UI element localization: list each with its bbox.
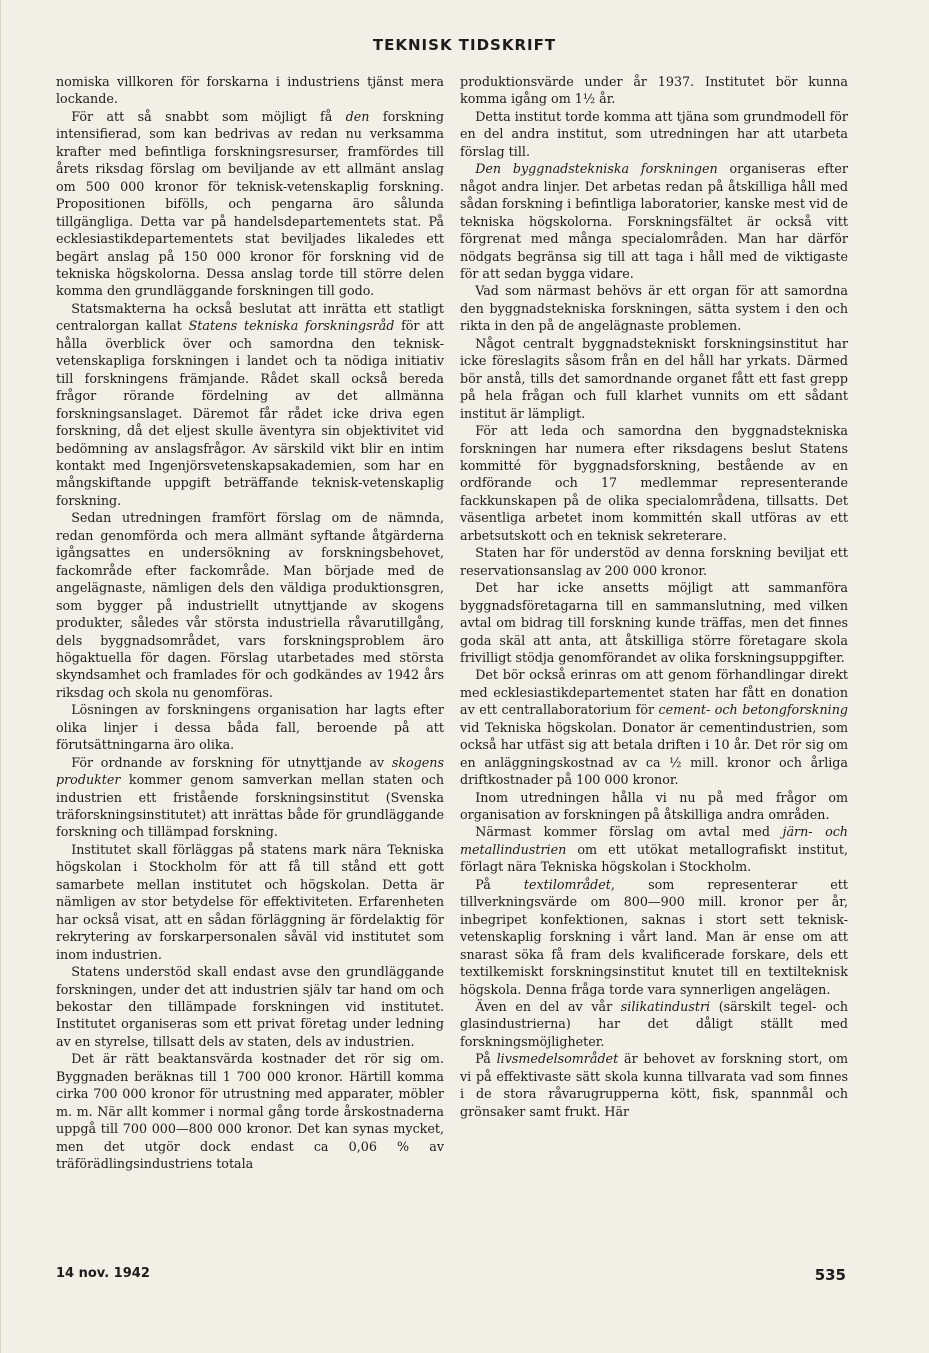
paragraph: Detta institut torde komma att tjäna som grundmodell för en del andra institut, som utredningen har att utarbeta förslag till. (460, 108, 848, 159)
text-run: Även en del av vår (475, 999, 621, 1015)
emphasis: Statens tekniska forskningsråd (188, 318, 395, 334)
paragraph (460, 160, 848, 282)
text-run: vid Tekniska högskolan. Donator är cementindustrien, som också har utfäst sig att betala driften i 10 år. Det rör sig om en anläggningskostnad av ca ½ mill. kronor och årliga driftkostnader på 100 000 kronor. (460, 719, 848, 788)
paragraph: Inom utredningen hålla vi nu på med frågor om organisation av forskningen på åtskilliga andra områden. (460, 789, 848, 823)
paragraph: Vad som närmast behövs är ett organ för att samordna den byggnadstekniska forskningen, sätta system i den och rikta in den på de angelägnaste problemen. (460, 283, 848, 334)
text-run: För ordnande av forskning för utnyttjande av (71, 754, 392, 770)
text-run: forskning intensifierad, som kan bedrivas av redan nu verksamma krafter med befintliga forskningsresurser, framfördes till årets riksdag förslag om beviljande av ett allmänt anslag om 500 000 kronor för teknisk-vetenskaplig forskning. Propositionen bifölls, och pengarna äro sålunda tillgängliga. Detta var på handelsdepartementets stat. På ecklesiastikdepartementets stat beviljades likaledes ett begärt anslag på 150 000 kronor för forskning vid de tekniska högskolorna. Dessa anslag torde till större delen komma den grundläggande forskningen till godo. (56, 108, 444, 299)
emphasis: silikatindustri (620, 999, 711, 1015)
text-run: Närmast kommer förslag om avtal med (475, 824, 783, 840)
emphasis: textilområdet (523, 876, 611, 892)
emphasis: den (345, 108, 370, 124)
paragraph: Staten har för understöd av denna forskning beviljat ett reservationsanslag av 200 000 kronor. (460, 545, 848, 578)
text-run: Statsmakterna ha också beslutat att inrätta ett statligt centralorgan kallat (56, 300, 444, 334)
paragraph (56, 108, 444, 300)
footer-date: 14 nov. 1942 (56, 1266, 150, 1281)
emphasis: Den byggnadstekniska forskningen (475, 161, 718, 177)
emphasis: cement- och betongforskning (658, 702, 848, 718)
paragraph (460, 998, 848, 1050)
emphasis: skogens produkter (56, 754, 444, 788)
paragraph: Lösningen av forskningens organisation har lagts efter olika linjer i dessa båda fall, beroende på att förutsättningarna äro olika. (56, 702, 444, 753)
right-column (460, 73, 848, 1120)
paragraph: Statens understöd skall endast avse den grundläggande forskningen, under det att industrien själv tar hand om och bekostar den tillämpade forskningen vid institutet. Institutet organiseras som ett privat företag under ledning av en styrelse, tillsatt dels av staten, dels av industrien. (56, 964, 444, 1049)
paragraph (56, 300, 444, 509)
text-run: (särskilt tegel- och glasindustrierna) har det dåligt ställt med forskningsmöjligheter. (460, 999, 848, 1049)
paragraph (460, 876, 848, 998)
text-run: organiseras efter något andra linjer. Det arbetas redan på åtskilliga håll med sådan forskning i befintliga laboratorier, kanske mest vid de tekniska högskolorna. Forskningsfältet är också vitt förgrenat med många specialområden. Man har därför nödgats begränsa sig till att taga i håll med de viktigaste för att sedan bygga vidare. (460, 161, 848, 281)
text-run: för att hålla överblick över och samordna den teknisk-vetenskapliga forskningen i landet och ta nödiga initiativ till forskningens främjande. Rådet skall också bereda frågor rörande fördelning av det allmänna forskningsanslaget. Däremot får rådet icke driva egen forskning, då det eljest skulle äventyra sin objektivitet vid bedömning av anslagsfrågor. Av särskild vikt blir en intim kontakt med Ingenjörsvetenskapsakademien, som har en mångskiftande uppgift beträffande teknisk-vetenskaplig forskning. (56, 318, 444, 508)
text-run: kommer genom samverkan mellan staten och industrien ett fristående forskningsinstitut (Svenska träforskningsinstitutet) att inrättas både för grundläggande forskning och tillämpad forskning. (56, 772, 444, 840)
emphasis: livsmedelsområdet (496, 1051, 619, 1067)
paragraph: Sedan utredningen framfört förslag om de nämnda, redan genomförda och mera allmänt syftande åtgärderna igångsattes en undersökning av forskningsbehovet, fackområde efter fackområde. Man började med de angelägnaste, nämligen dels den väldiga produktionsgren, som bygger på industriellt utnyttjande av skogens produkter, således vår största industriella råvarutillgång, dels byggnadsområdet, vars forskningsproblem äro högaktuella för dagen. Förslag utarbetades med största skyndsamhet och framlades för och godkändes av 1942 års riksdag och skola nu genomföras. (56, 510, 444, 700)
text-run: På (475, 876, 524, 892)
text-run: Det bör också erinras om att genom förhandlingar direkt med ecklesiastikdepartementet staten har fått en donation av ett centrallaboratorium för (460, 667, 848, 718)
text-run: om ett utökat metallografiskt institut, förlagt nära Tekniska högskolan i Stockholm. (460, 841, 848, 875)
paragraph (460, 823, 848, 875)
paragraph: För att leda och samordna den byggnadstekniska forskningen har numera efter riksdagens beslut Statens kommitté för byggnadsforskning, bestående av en ordförande och 17 medlemmar representerande fackkunskapen på de olika specialområdena, tillsatts. Det väsentliga arbetet inom kommittén skall utföras av ett arbetsutskott och en teknisk sekreterare. (460, 423, 848, 543)
paragraph: Något centralt byggnadstekniskt forskningsinstitut har icke föreslagits såsom från en del håll har yrkats. Därmed bör anstå, tills det samordnande organet fått ett fast grepp på hela frågan och full klarhet vunnits om ett sådant institut är lämpligt. (460, 335, 848, 421)
page-number: 535 (814, 1266, 846, 1284)
paragraph: produktionsvärde under år 1937. Institutet bör kunna komma igång om 1½ år. (460, 74, 848, 107)
paragraph: Det är rätt beaktansvärda kostnader det rör sig om. Byggnaden beräknas till 1 700 000 kronor. Härtill komma cirka 700 000 kronor för utrustning med apparater, möbler m. m. När allt kommer i normal gång torde årskostnaderna uppgå till 700 000—800 000 kronor. Det kan synas mycket, men det utgör dock endast ca 0,06 % av träförädlingsindustriens totala (56, 1051, 444, 1172)
text-run: , som representerar ett tillverkningsvärde om 800—900 mill. kronor per år, inbegripet konfektionen, saknas i stort sett teknisk-vetenskaplig forskning i vårt land. Man är ense om att snarast söka få fram dels kvalificerade forskare, dels ett textilkemiskt forskningsinstitut knutet till en textilteknisk högskola. Denna fråga torde vara synnerligen angelägen. (460, 876, 848, 997)
running-head: TEKNISK TIDSKRIFT (372, 36, 557, 54)
paragraph: Institutet skall förläggas på statens mark nära Tekniska högskolan i Stockholm för att få till stånd ett gott samarbete mellan institutet och högskolan. Detta är nämligen av stor betydelse för effektiviteten. Erfarenheten har också visat, att en sådan förläggning är fördelaktig för rekrytering av forskarpersonalen såväl vid institutet som inom industrien. (56, 841, 444, 962)
text-run: är behovet av forskning stort, om vi på effektivaste sätt skola kunna tillvarata vad som finnes i de stora råvarugrupperna kött, fisk, spannmål och grönsaker samt frukt. Här (460, 1051, 848, 1119)
text-run: På (475, 1051, 497, 1067)
text-run: För att så snabbt som möjligt få (71, 108, 346, 124)
paragraph (460, 666, 848, 788)
paragraph (56, 754, 444, 841)
paragraph: Det har icke ansetts möjligt att sammanföra byggnadsföretagarna till en sammanslutning, med vilken avtal om bidrag till forskning kunde träffas, men det finnes goda skäl att anta, att åtskilliga större företagare skola frivilligt stödja genomförandet av olika forskningsuppgifter. (460, 580, 848, 665)
emphasis: järn- och metallindustrien (460, 824, 848, 857)
left-column (56, 73, 444, 1173)
paragraph (460, 1050, 848, 1120)
paragraph: nomiska villkoren för forskarna i industriens tjänst mera lockande. (56, 74, 444, 107)
